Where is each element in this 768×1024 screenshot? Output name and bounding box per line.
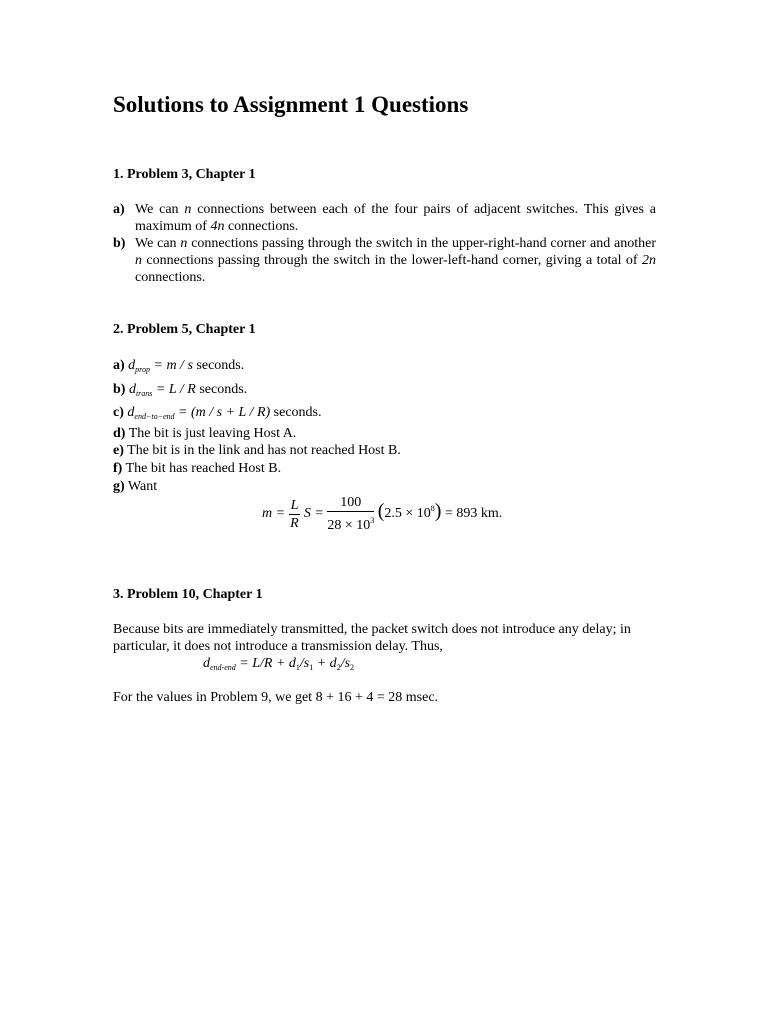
s1-item-b	[113, 235, 656, 286]
page-title: Solutions to Assignment 1 Questions	[113, 92, 469, 117]
s2-item-e: e) The bit is in the link and has not reached Host B.	[113, 443, 401, 458]
s2-item-f: f) The bit has reached Host B.	[113, 461, 282, 476]
s3-formula: $d_{end-end} = L/R + d_1/s_1 + d_2/s_2$	[203, 656, 355, 672]
item-label: b)	[113, 236, 126, 251]
item-text: We can n connections between each of the four pairs of adjacent switches. This gives a maximum of 4n connections.	[135, 202, 656, 234]
equation-m: m = $\frac{L}{R}$ S = $\frac{100}{28 \times 10^3}$ $(2.5 \times 10^8) = 893$ km.	[262, 495, 503, 533]
fraction-100-over-28e3: $\frac{100}{28 \times 10^3}$	[327, 495, 375, 533]
fraction-l-over-r: $\frac{L}{R}$	[290, 497, 299, 531]
item-label: a)	[113, 202, 125, 217]
s2-item-g: g) Want	[113, 479, 158, 494]
s1-item-a	[113, 201, 656, 235]
s2-item-d: d) The bit is just leaving Host A.	[113, 426, 297, 441]
s3-paragraph-1: Because bits are immediately transmitted, the packet switch does not introduce any delay; in particular, it does not introduce a transmission delay. Thus,	[113, 622, 631, 654]
section-2-heading: 2. Problem 5, Chapter 1	[113, 322, 256, 337]
section-1-heading: 1. Problem 3, Chapter 1	[113, 167, 256, 182]
item-text: We can n connections passing through the switch in the upper-right-hand corner and another n connections passing through the switch in the lower-left-hand corner, giving a total of 2n connections.	[135, 236, 657, 285]
section-3-heading: 3. Problem 10, Chapter 1	[113, 587, 263, 602]
s3-paragraph-2: For the values in Problem 9, we get 8 + 16 + 4 = 28 msec.	[113, 690, 439, 705]
s2-item-c: c) $d_{end-to-end} = (m / s + L / R)$ seconds.	[113, 405, 322, 421]
s2-item-a: a) $d_{prop} = m / s$ seconds.	[113, 358, 245, 374]
s2-item-b: b) $d_{trans} = L / R$ seconds.	[113, 382, 248, 398]
